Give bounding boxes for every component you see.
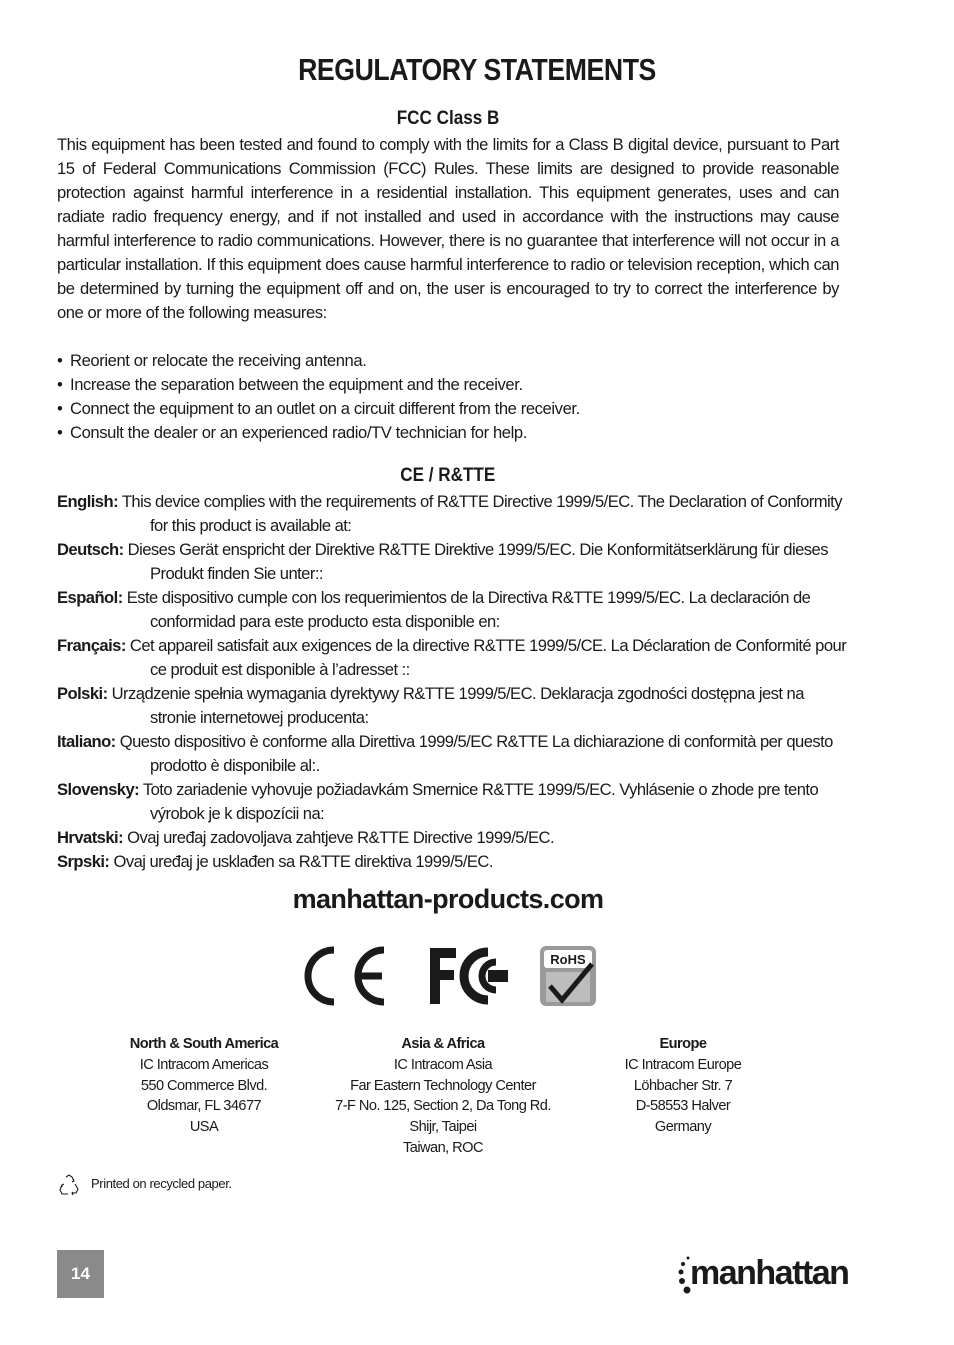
list-item: • Consult the dealer or an experienced radio/TV technician for help.	[57, 423, 527, 442]
address-line: IC Intracom Asia	[393, 1056, 493, 1073]
fcc-mark-icon	[426, 944, 512, 1008]
ce-declarations	[57, 490, 847, 874]
brand-name: manhattan	[690, 1254, 849, 1292]
recycle-icon	[57, 1173, 81, 1197]
website-link[interactable]: manhattan-products.com	[292, 884, 604, 914]
ce-entry-slovensky: Slovensky: Toto zariadenie vyhovuje požiadavkám Smernice R&TTE 1999/5/EC. Vyhlásenie o zhode pre tento výrobok je k dispozícii na:	[57, 780, 819, 823]
address-line: Taiwan, ROC	[403, 1139, 483, 1156]
ce-entry-deutsch: Deutsch: Dieses Gerät enspricht der Direktive R&TTE Direktive 1999/5/EC. Die Konformitätserklärung für dieses Produkt finden Sie unter::	[57, 540, 828, 583]
address-asia	[313, 1034, 573, 1159]
address-line: Oldsmar, FL 34677	[146, 1098, 262, 1115]
address-line: 550 Commerce Blvd.	[140, 1077, 268, 1094]
address-heading: North & South America	[129, 1036, 279, 1052]
ce-entry-srpski: Srpski: Ovaj uređaj je usklađen sa R&TTE direktiva 1999/5/EC.	[57, 852, 493, 871]
list-item: • Increase the separation between the equipment and the receiver.	[57, 375, 523, 394]
ce-heading: CE / R&TTE	[400, 465, 496, 486]
ce-entry-francais: Français: Cet appareil satisfait aux exigences de la directive R&TTE 1999/5/CE. La Déclaration de Conformité pour ce produit est disponible à l’adresset ::	[57, 636, 847, 679]
address-line: Far Eastern Technology Center	[350, 1077, 536, 1094]
page-title: REGULATORY STATEMENTS	[298, 52, 656, 87]
fcc-measures-list	[57, 349, 839, 445]
address-line: D-58553 Halver	[635, 1098, 731, 1115]
ce-entry-hrvatski: Hrvatski: Ovaj uređaj zadovoljava zahtjeve R&TTE Directive 1999/5/EC.	[57, 828, 554, 847]
address-line: Germany	[654, 1119, 712, 1136]
address-heading: Europe	[659, 1036, 707, 1052]
address-line: IC Intracom Americas	[139, 1056, 269, 1073]
rohs-label: RoHS	[550, 952, 586, 967]
list-item: • Reorient or relocate the receiving antenna.	[57, 351, 367, 370]
rohs-mark-icon	[538, 944, 598, 1008]
certification-logos	[296, 944, 606, 1008]
page-number: 14	[57, 1250, 104, 1298]
ce-entry-polski: Polski: Urządzenie spełnia wymagania dyrektywy R&TTE 1999/5/EC. Deklaracja zgodności dostępna jest na stronie internetowej producenta:	[57, 684, 804, 727]
manhattan-logo	[676, 1250, 849, 1300]
address-heading: Asia & Africa	[401, 1036, 485, 1052]
fcc-heading: FCC Class B	[396, 108, 500, 129]
fcc-paragraph: This equipment has been tested and found to comply with the limits for a Class B digital device, pursuant to Part 15 of Federal Communications Commission (FCC) Rules. These limits are designed to provide reasonable protection against harmful interference in a residential installation. This equipment generates, uses and can radiate radio frequency energy, and if not installed and used in accordance with the instructions may cause harmful interference to radio communications. However, there is no guarantee that interference will not occur in a particular installation. If this equipment does cause harmful interference to radio or television reception, which can be determined by turning the equipment off and on, the user is encouraged to try to correct the interference by one or more of the following measures:	[57, 135, 839, 322]
ce-entry-english: English: This device complies with the requirements of R&TTE Directive 1999/5/EC. The Declaration of Conformity for this product is available at:	[57, 492, 842, 535]
recycled-paper-note: Printed on recycled paper.	[91, 1176, 232, 1191]
address-europe	[593, 1034, 773, 1138]
ce-entry-espanol: Español: Este dispositivo cumple con los requerimientos de la Directiva R&TTE 1999/5/EC. La declaración de conformidad para este producto esta disponible en:	[57, 588, 811, 631]
address-line: 7-F No. 125, Section 2, Da Tong Rd.	[335, 1098, 551, 1115]
address-americas	[104, 1034, 304, 1138]
list-item: • Connect the equipment to an outlet on a circuit different from the receiver.	[57, 399, 580, 418]
ce-mark-icon	[296, 944, 388, 1008]
address-line: IC Intracom Europe	[624, 1056, 742, 1073]
address-line: Shijr, Taipei	[409, 1119, 477, 1136]
address-line: Löhbacher Str. 7	[633, 1077, 733, 1094]
address-line: USA	[189, 1119, 219, 1136]
ce-entry-italiano: Italiano: Questo dispositivo è conforme alla Direttiva 1999/5/EC R&TTE La dichiarazione di conformità per questo prodotto è disponibile al:.	[57, 732, 833, 775]
